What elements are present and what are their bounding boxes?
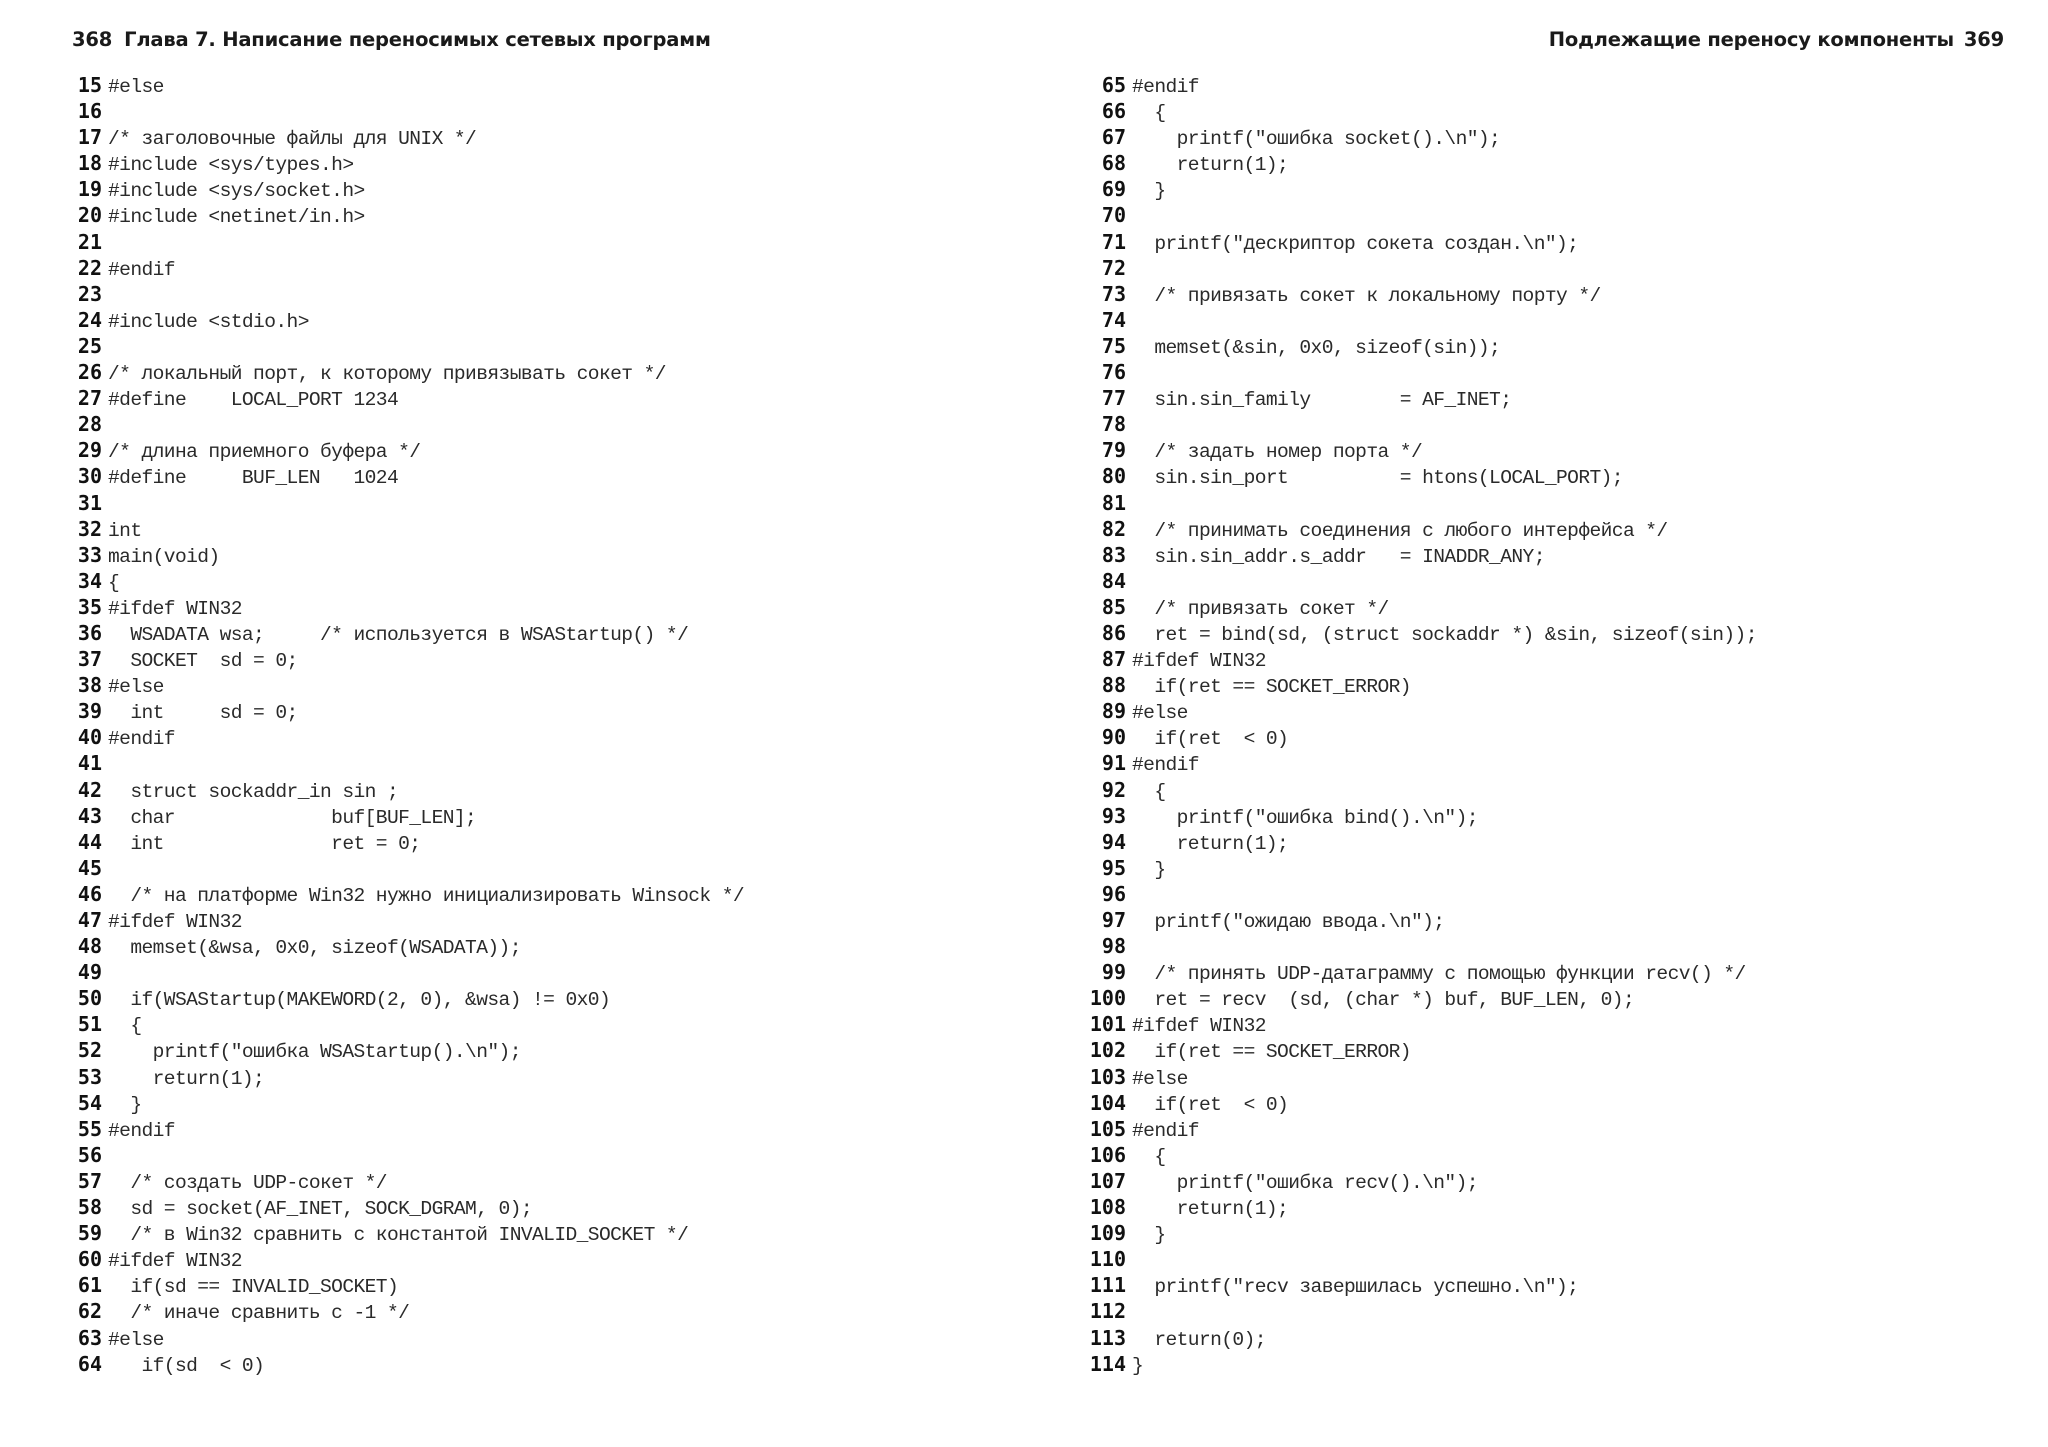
line-number: 100: [1089, 986, 1126, 1011]
line-number: 25: [77, 333, 102, 358]
code-line: [1082, 568, 1757, 594]
code-line: [1082, 1037, 1757, 1063]
code-line: [1082, 307, 1757, 333]
line-number: 80: [1101, 464, 1126, 489]
code-text: #endif: [1132, 754, 1199, 777]
code-line: [1082, 72, 1757, 98]
line-number: 77: [1101, 386, 1126, 411]
code-text: if(ret < 0): [1132, 728, 1289, 751]
code-line: [1082, 646, 1757, 672]
code-text: ret = recv (sd, (char *) buf, BUF_LEN, 0);: [1132, 989, 1635, 1012]
line-number: 102: [1089, 1038, 1126, 1063]
line-number: 90: [1101, 725, 1126, 750]
code-line: [72, 1064, 744, 1090]
line-number: 28: [77, 412, 102, 437]
code-line: [72, 124, 744, 150]
code-line: [72, 1298, 744, 1324]
code-text: {: [1132, 102, 1166, 125]
code-line: [72, 1142, 744, 1168]
line-number: 47: [77, 908, 102, 932]
code-line: [1082, 1325, 1757, 1351]
line-number: 93: [1101, 803, 1126, 828]
code-line: [1082, 985, 1757, 1011]
code-line: [72, 1220, 744, 1246]
line-number: 65: [1101, 73, 1126, 97]
line-number: 85: [1101, 594, 1126, 619]
code-line: [1082, 176, 1757, 202]
line-number: 73: [1101, 281, 1126, 306]
code-text: sin.sin_port = htons(LOCAL_PORT);: [1132, 467, 1623, 490]
code-text: /* привязать сокет */: [1132, 597, 1389, 620]
line-number: 51: [77, 1012, 102, 1037]
line-number: 59: [77, 1221, 102, 1246]
code-line: [1082, 463, 1757, 489]
code-line: [72, 881, 744, 907]
code-text: #endif: [108, 728, 175, 751]
line-number: 39: [77, 699, 102, 724]
code-text: #include <netinet/in.h>: [108, 206, 365, 229]
code-line: [72, 72, 744, 98]
code-line: [1082, 1272, 1757, 1298]
code-text: #ifdef WIN32: [108, 1250, 242, 1273]
code-text: #ifdef WIN32: [1132, 1015, 1266, 1038]
code-text: if(ret == SOCKET_ERROR): [1132, 676, 1411, 699]
line-number: 66: [1101, 99, 1126, 124]
code-line: [1082, 855, 1757, 881]
line-number: 86: [1101, 620, 1126, 645]
code-line: [72, 1272, 744, 1298]
code-text: if(ret < 0): [1132, 1093, 1289, 1116]
line-number: 15: [77, 73, 102, 97]
right-page: [1024, 0, 2048, 1447]
code-line: [72, 907, 744, 933]
line-number: 61: [77, 1273, 102, 1298]
code-line: [1082, 229, 1757, 255]
code-line: [72, 698, 744, 724]
line-number: 16: [77, 99, 102, 124]
line-number: 62: [77, 1299, 102, 1324]
code-line: [1082, 724, 1757, 750]
code-text: #endif: [108, 258, 175, 281]
code-line: [1082, 803, 1757, 829]
line-number: 83: [1101, 542, 1126, 567]
line-number: 69: [1101, 177, 1126, 202]
line-number: 35: [77, 594, 102, 619]
line-number: 27: [77, 386, 102, 411]
line-number: 109: [1089, 1221, 1126, 1246]
section-title: Подлежащие переносу компоненты: [1548, 28, 1954, 51]
code-line: [1082, 124, 1757, 150]
line-number: 63: [77, 1325, 102, 1350]
line-number: 18: [77, 151, 102, 176]
line-number: 96: [1101, 881, 1126, 906]
code-line: [72, 463, 744, 489]
code-line: [72, 855, 744, 881]
code-text: if(sd < 0): [108, 1354, 265, 1377]
code-line: [1082, 1011, 1757, 1037]
code-text: return(1);: [1132, 1198, 1289, 1221]
code-line: [72, 202, 744, 228]
code-line: [72, 594, 744, 620]
line-number: 79: [1101, 438, 1126, 463]
code-text: }: [108, 1093, 142, 1116]
code-line: [72, 516, 744, 542]
code-text: memset(&wsa, 0x0, sizeof(WSADATA));: [108, 937, 521, 960]
code-text: #else: [108, 676, 164, 699]
code-line: [1082, 594, 1757, 620]
line-number: 29: [77, 438, 102, 463]
code-text: char buf[BUF_LEN];: [108, 806, 477, 829]
code-line: [72, 150, 744, 176]
line-number: 97: [1101, 908, 1126, 932]
code-line: [72, 933, 744, 959]
code-line: [72, 307, 744, 333]
line-number: 48: [77, 934, 102, 959]
code-line: [72, 1168, 744, 1194]
code-text: #ifdef WIN32: [1132, 650, 1266, 673]
code-text: {: [1132, 1145, 1166, 1168]
code-listing-right: [1082, 72, 1757, 1377]
line-number: 114: [1089, 1351, 1126, 1376]
line-number: 95: [1101, 855, 1126, 880]
code-line: [72, 333, 744, 359]
line-number: 45: [77, 855, 102, 880]
code-line: [72, 542, 744, 568]
code-line: [1082, 933, 1757, 959]
code-text: return(1);: [1132, 832, 1289, 855]
line-number: 98: [1101, 934, 1126, 959]
line-number: 60: [77, 1247, 102, 1272]
code-line: [72, 281, 744, 307]
line-number: 42: [77, 777, 102, 802]
code-line: [1082, 777, 1757, 803]
code-text: sin.sin_family = AF_INET;: [1132, 389, 1512, 412]
line-number: 67: [1101, 125, 1126, 150]
code-text: sd = socket(AF_INET, SOCK_DGRAM, 0);: [108, 1198, 533, 1221]
code-line: [1082, 959, 1757, 985]
line-number: 34: [77, 568, 102, 593]
line-number: 20: [77, 203, 102, 228]
code-line: [72, 672, 744, 698]
code-line: [1082, 359, 1757, 385]
code-line: [72, 646, 744, 672]
code-text: printf("recv завершилась успешно.\n");: [1132, 1276, 1579, 1299]
code-line: [1082, 1090, 1757, 1116]
code-text: #include <sys/types.h>: [108, 154, 354, 177]
code-line: [72, 985, 744, 1011]
code-text: }: [1132, 180, 1166, 203]
line-number: 22: [77, 255, 102, 280]
line-number: 82: [1101, 516, 1126, 541]
code-text: #include <sys/socket.h>: [108, 180, 365, 203]
running-head-left: [72, 28, 711, 51]
line-number: 78: [1101, 412, 1126, 437]
code-line: [72, 385, 744, 411]
line-number: 50: [77, 986, 102, 1011]
code-line: [1082, 1351, 1757, 1377]
code-line: [1082, 698, 1757, 724]
code-line: [72, 490, 744, 516]
code-text: }: [1132, 1354, 1144, 1377]
line-number: 74: [1101, 307, 1126, 332]
line-number: 31: [77, 490, 102, 515]
line-number: 54: [77, 1090, 102, 1115]
line-number: 53: [77, 1064, 102, 1089]
line-number: 92: [1101, 777, 1126, 802]
line-number: 99: [1101, 960, 1126, 985]
line-number: 37: [77, 647, 102, 672]
code-line: [1082, 1246, 1757, 1272]
code-line: [1082, 1142, 1757, 1168]
line-number: 26: [77, 360, 102, 385]
code-line: [1082, 1194, 1757, 1220]
code-line: [72, 98, 744, 124]
code-text: printf("ошибка WSAStartup().\n");: [108, 1041, 521, 1064]
code-line: [72, 1090, 744, 1116]
code-line: [1082, 829, 1757, 855]
line-number: 106: [1089, 1142, 1126, 1167]
code-listing-left: [72, 72, 744, 1377]
code-text: /* задать номер порта */: [1132, 441, 1423, 464]
line-number: 104: [1089, 1090, 1126, 1115]
line-number: 107: [1089, 1168, 1126, 1193]
line-number: 88: [1101, 673, 1126, 698]
line-number: 49: [77, 960, 102, 985]
code-text: /* на платформе Win32 нужно инициализировать Winsock */: [108, 884, 745, 907]
code-text: if(WSAStartup(MAKEWORD(2, 0), &wsa) != 0x0): [108, 989, 611, 1012]
running-head-right: [1549, 28, 2004, 51]
line-number: 55: [77, 1116, 102, 1141]
code-text: ret = bind(sd, (struct sockaddr *) &sin, sizeof(sin));: [1132, 623, 1757, 646]
code-text: {: [108, 571, 120, 594]
code-text: struct sockaddr_in sin ;: [108, 780, 399, 803]
code-text: memset(&sin, 0x0, sizeof(sin));: [1132, 336, 1501, 359]
code-line: [1082, 150, 1757, 176]
page-number-right: 369: [1963, 28, 2004, 51]
code-line: [72, 724, 744, 750]
code-text: /* локальный порт, к которому привязывать сокет */: [108, 363, 666, 386]
code-line: [1082, 490, 1757, 516]
code-text: printf("ожидаю ввода.\n");: [1132, 911, 1445, 933]
line-number: 56: [77, 1142, 102, 1167]
code-line: [72, 176, 744, 202]
line-number: 24: [77, 307, 102, 332]
code-line: [72, 1011, 744, 1037]
line-number: 17: [77, 125, 102, 150]
line-number: 41: [77, 751, 102, 776]
code-line: [1082, 98, 1757, 124]
code-text: sin.sin_addr.s_addr = INADDR_ANY;: [1132, 545, 1545, 568]
code-text: /* в Win32 сравнить с константой INVALID_SOCKET */: [108, 1224, 689, 1247]
code-text: #else: [1132, 702, 1188, 725]
code-line: [1082, 620, 1757, 646]
code-line: [1082, 255, 1757, 281]
code-line: [72, 437, 744, 463]
code-text: #define BUF_LEN 1024: [108, 467, 399, 490]
code-line: [72, 359, 744, 385]
code-line: [72, 620, 744, 646]
code-line: [72, 1351, 744, 1377]
line-number: 87: [1101, 647, 1126, 672]
line-number: 111: [1089, 1273, 1126, 1298]
code-text: /* принимать соединения с любого интерфейса */: [1132, 519, 1668, 542]
code-line: [72, 1037, 744, 1063]
code-line: [72, 1246, 744, 1272]
line-number: 110: [1089, 1247, 1126, 1272]
code-text: return(0);: [1132, 1328, 1266, 1351]
code-text: printf("дескриптор сокета создан.\n");: [1132, 232, 1579, 255]
code-line: [1082, 1220, 1757, 1246]
code-text: if(sd == INVALID_SOCKET): [108, 1276, 399, 1299]
code-line: [72, 255, 744, 281]
line-number: 19: [77, 177, 102, 202]
line-number: 46: [77, 881, 102, 906]
line-number: 64: [77, 1351, 102, 1376]
line-number: 76: [1101, 360, 1126, 385]
code-line: [72, 229, 744, 255]
code-text: #endif: [1132, 76, 1199, 98]
line-number: 40: [77, 725, 102, 750]
line-number: 75: [1101, 333, 1126, 358]
code-line: [72, 803, 744, 829]
code-line: [1082, 1298, 1757, 1324]
code-line: [1082, 281, 1757, 307]
code-text: printf("ошибка recv().\n");: [1132, 1171, 1478, 1194]
line-number: 112: [1089, 1299, 1126, 1324]
code-text: {: [1132, 780, 1166, 803]
code-text: #include <stdio.h>: [108, 310, 309, 333]
code-text: return(1);: [108, 1067, 265, 1090]
code-line: [72, 777, 744, 803]
code-line: [1082, 1064, 1757, 1090]
line-number: 44: [77, 829, 102, 854]
line-number: 94: [1101, 829, 1126, 854]
code-text: }: [1132, 1224, 1166, 1247]
code-line: [1082, 437, 1757, 463]
code-text: SOCKET sd = 0;: [108, 650, 298, 673]
code-text: /* длина приемного буфера */: [108, 441, 421, 464]
code-text: WSADATA wsa; /* используется в WSAStartup() */: [108, 623, 689, 646]
code-text: /* принять UDP-датаграмму с помощью функции recv() */: [1132, 963, 1746, 986]
code-line: [1082, 385, 1757, 411]
line-number: 105: [1089, 1116, 1126, 1141]
code-line: [1082, 881, 1757, 907]
code-text: /* привязать сокет к локальному порту */: [1132, 284, 1601, 307]
code-line: [1082, 750, 1757, 776]
line-number: 52: [77, 1038, 102, 1063]
code-text: }: [1132, 858, 1166, 881]
line-number: 30: [77, 464, 102, 489]
code-line: [1082, 672, 1757, 698]
line-number: 108: [1089, 1195, 1126, 1220]
code-line: [1082, 907, 1757, 933]
code-text: /* заголовочные файлы для UNIX */: [108, 128, 477, 151]
code-text: int ret = 0;: [108, 832, 421, 855]
code-line: [72, 1325, 744, 1351]
line-number: 84: [1101, 568, 1126, 593]
code-line: [1082, 542, 1757, 568]
chapter-title: Глава 7. Написание переносимых сетевых программ: [124, 28, 711, 51]
line-number: 113: [1089, 1325, 1126, 1350]
code-line: [72, 411, 744, 437]
page-number-left: 368: [72, 28, 113, 51]
line-number: 33: [77, 542, 102, 567]
code-text: #ifdef WIN32: [108, 911, 242, 933]
code-text: #else: [108, 76, 164, 98]
line-number: 68: [1101, 151, 1126, 176]
code-line: [72, 750, 744, 776]
code-line: [72, 568, 744, 594]
line-number: 70: [1101, 203, 1126, 228]
line-number: 81: [1101, 490, 1126, 515]
code-text: #else: [1132, 1067, 1188, 1090]
code-line: [1082, 202, 1757, 228]
line-number: 38: [77, 673, 102, 698]
code-line: [1082, 516, 1757, 542]
line-number: 103: [1089, 1064, 1126, 1089]
line-number: 43: [77, 803, 102, 828]
line-number: 101: [1089, 1012, 1126, 1037]
code-line: [72, 959, 744, 985]
code-text: /* создать UDP-сокет */: [108, 1171, 387, 1194]
code-text: printf("ошибка bind().\n");: [1132, 806, 1478, 829]
code-line: [1082, 1168, 1757, 1194]
code-line: [72, 1194, 744, 1220]
line-number: 71: [1101, 229, 1126, 254]
code-text: if(ret == SOCKET_ERROR): [1132, 1041, 1411, 1064]
code-line: [1082, 1116, 1757, 1142]
code-text: #ifdef WIN32: [108, 597, 242, 620]
code-line: [1082, 411, 1757, 437]
code-text: #endif: [108, 1119, 175, 1142]
code-text: /* иначе сравнить с -1 */: [108, 1302, 410, 1325]
line-number: 89: [1101, 699, 1126, 724]
line-number: 57: [77, 1168, 102, 1193]
line-number: 91: [1101, 751, 1126, 776]
code-text: {: [108, 1015, 142, 1038]
line-number: 32: [77, 516, 102, 541]
code-text: int: [108, 519, 142, 542]
code-text: int sd = 0;: [108, 702, 298, 725]
code-text: printf("ошибка socket().\n");: [1132, 128, 1501, 151]
code-text: main(void): [108, 545, 220, 568]
code-text: #else: [108, 1328, 164, 1351]
line-number: 58: [77, 1195, 102, 1220]
code-line: [1082, 333, 1757, 359]
line-number: 36: [77, 620, 102, 645]
code-text: #define LOCAL_PORT 1234: [108, 389, 399, 412]
line-number: 23: [77, 281, 102, 306]
code-text: return(1);: [1132, 154, 1289, 177]
code-text: #endif: [1132, 1119, 1199, 1142]
line-number: 21: [77, 229, 102, 254]
line-number: 72: [1101, 255, 1126, 280]
code-line: [72, 829, 744, 855]
code-line: [72, 1116, 744, 1142]
